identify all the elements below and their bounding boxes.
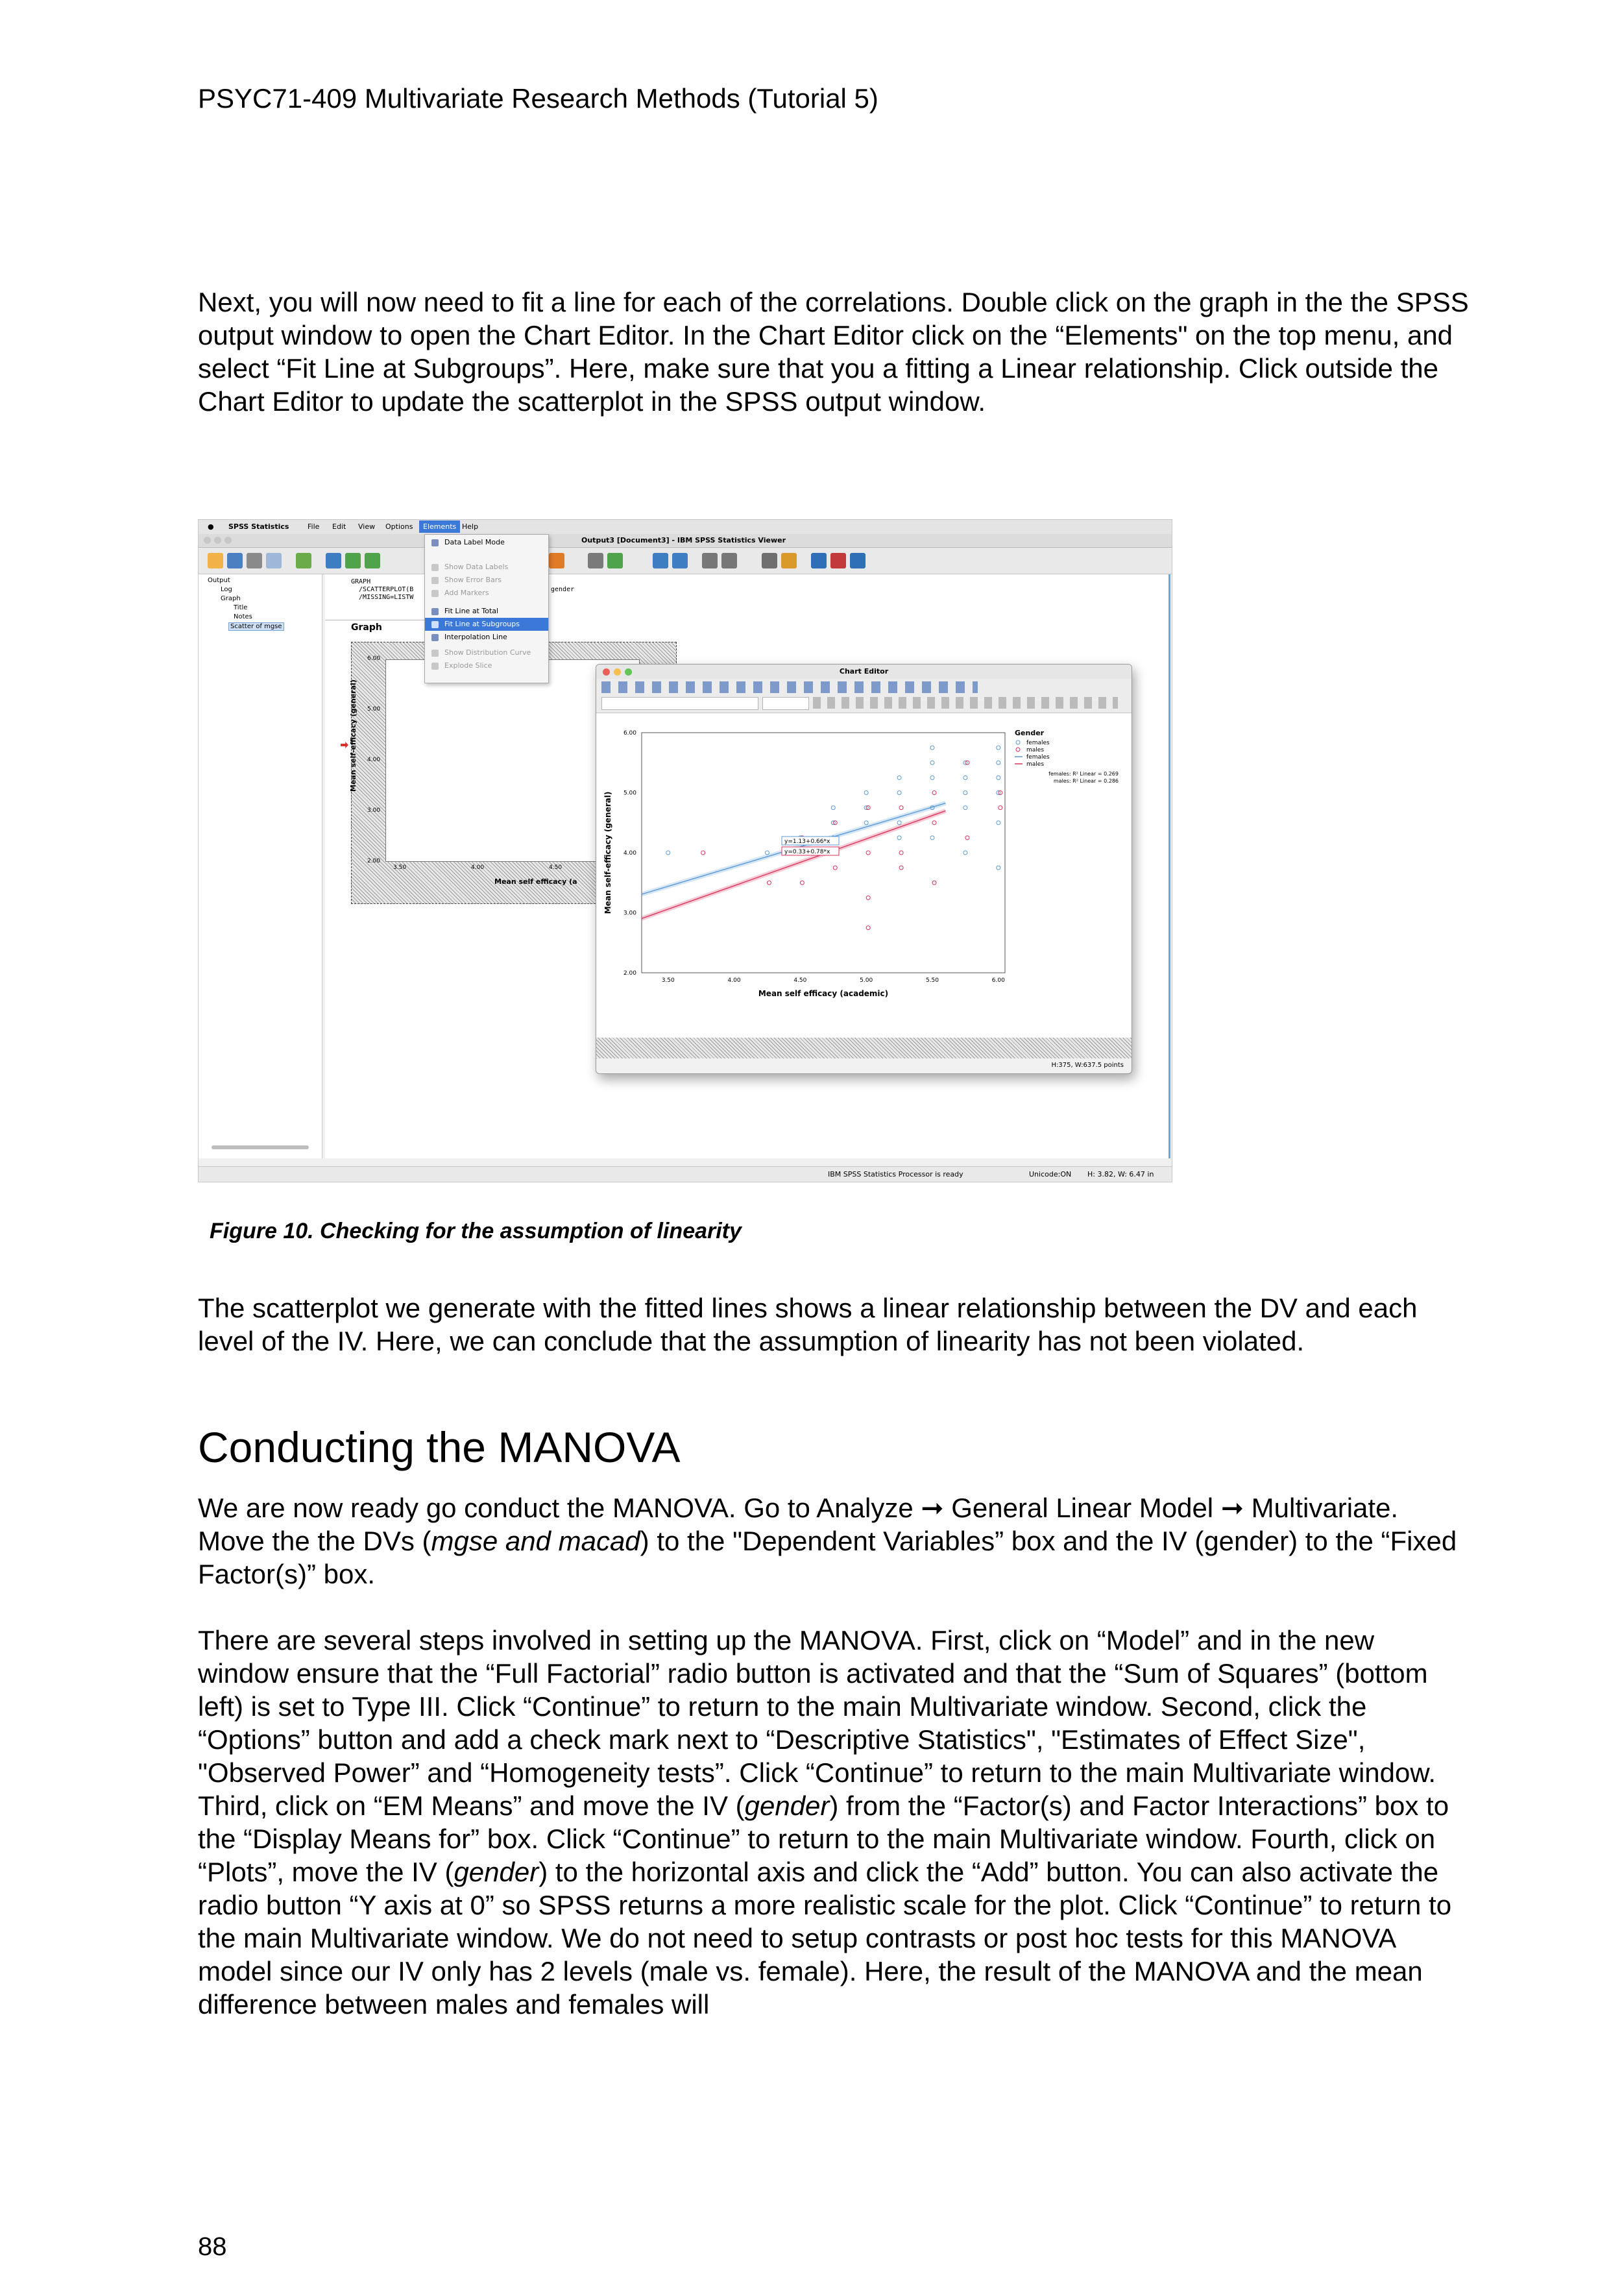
chart-editor-toolbar (596, 679, 1132, 713)
menubar-app[interactable]: SPSS Statistics (228, 522, 289, 531)
legend-entry: males (1026, 747, 1045, 753)
bg-xtick: 4.00 (471, 864, 485, 871)
x-tick-label: 5.00 (860, 977, 873, 984)
y-axis-label: Mean self-efficacy (general) (603, 791, 612, 914)
y-tick-label: 6.00 (623, 730, 636, 737)
export-icon[interactable] (296, 553, 311, 568)
labels-icon (431, 564, 439, 571)
back-icon[interactable] (653, 553, 668, 568)
y-tick-label: 2.00 (623, 970, 636, 977)
tree-item-output[interactable]: Output (208, 577, 230, 584)
tree-item-log[interactable]: Log (221, 586, 232, 593)
y-tick-label: 3.00 (623, 910, 636, 917)
menu-file[interactable]: File (308, 522, 320, 531)
running-header: PSYC71-409 Multivariate Research Methods (Tutorial 5) (198, 83, 878, 114)
print-icon[interactable] (247, 553, 262, 568)
bg-ylabel: Mean self-efficacy (general) (349, 679, 357, 792)
bg-ytick: 4.00 (367, 757, 381, 763)
x-axis-label: Mean self efficacy (academic) (758, 989, 889, 998)
unicode-status: Unicode:ON (1029, 1170, 1072, 1179)
syntax-line: GRAPH (351, 578, 371, 585)
minimize-icon[interactable] (214, 537, 221, 544)
menu-item-data-label-mode[interactable]: Data Label Mode (425, 536, 548, 549)
x-tick-label: 3.50 (661, 977, 675, 984)
steps-paragraph (198, 1624, 1470, 2021)
menu-edit[interactable]: Edit (332, 522, 346, 531)
chart-size-readout: H:375, W:637.5 points (1051, 1062, 1124, 1069)
markers-icon (431, 590, 439, 597)
apple-icon: ● (208, 522, 214, 531)
r-squared-label: males: R² Linear = 0.286 (1053, 778, 1119, 784)
chart-editor-margin (596, 1038, 1132, 1058)
bg-ytick: 6.00 (367, 655, 381, 662)
intro-paragraph (198, 286, 1470, 418)
chart-canvas (596, 713, 1132, 1038)
menu-item-interpolation-line[interactable]: Interpolation Line (425, 631, 548, 644)
spss-screenshot (198, 519, 1172, 1182)
legend-entry: females (1026, 754, 1050, 761)
legend-title: Gender (1015, 729, 1045, 737)
menu-item-explode-slice: Explode Slice (425, 659, 548, 672)
arrow-icon: ➞ (1220, 1493, 1244, 1523)
menu-view[interactable]: View (358, 522, 376, 531)
manova-paragraph (198, 1491, 1470, 1591)
forward-icon[interactable] (672, 553, 688, 568)
tree-item-notes[interactable]: Notes (234, 613, 252, 620)
page-number: 88 (198, 2232, 227, 2261)
size-select[interactable] (762, 697, 809, 710)
open-icon[interactable] (208, 553, 223, 568)
designate-icon[interactable] (607, 553, 623, 568)
show-icon[interactable] (762, 553, 777, 568)
syntax-line: /SCATTERPLOT(B (351, 586, 414, 593)
viewer-statusbar (199, 1166, 1172, 1182)
scatterplot-svg[interactable] (596, 713, 1132, 1038)
arrow-icon: ➞ (921, 1493, 944, 1523)
bg-ytick: 5.00 (367, 706, 381, 713)
menu-item-fit-line-subgroups[interactable]: Fit Line at Subgroups (425, 618, 548, 631)
redo-icon[interactable] (365, 553, 380, 568)
elements-menu (424, 534, 549, 683)
chart-editor-statusbar (596, 1059, 1132, 1073)
section-heading: Conducting the MANOVA (198, 1423, 681, 1471)
viewer-titlebar (199, 534, 1172, 548)
ce-zoom-icon[interactable] (625, 668, 632, 676)
data-label-icon (431, 539, 439, 546)
chart-editor-window (596, 664, 1132, 1074)
menu-elements[interactable]: Elements (419, 520, 460, 533)
fit-label-males: y=0.33+0.78*x (784, 849, 830, 855)
insert-icon[interactable] (781, 553, 797, 568)
intro-text: Next, you will now need to fit a line for each of the correlations. Double click on the graph in the the SPSS output window to open the Chart Editor. In the Chart Editor click on the “Elements" on the top menu, and select “Fit Line at Subgroups”. Here, make sure that you a fitting a Linear relationship. Click outside the Chart Editor to update the scatterplot in the SPSS output window. (198, 287, 1469, 417)
curve-icon (431, 650, 439, 657)
outline-pane (199, 574, 322, 1158)
syntax-block (351, 578, 413, 602)
chart-editor-title: Chart Editor (839, 667, 889, 676)
fit-subgroups-icon (431, 621, 439, 628)
ce-minimize-icon[interactable] (614, 668, 621, 676)
page-size-status: H: 3.82, W: 6.47 in (1087, 1170, 1154, 1179)
tree-item-title[interactable]: Title (234, 604, 248, 611)
bg-xlabel: Mean self efficacy (a (494, 877, 577, 886)
conclusion-text: The scatterplot we generate with the fitted lines shows a linear relationship between the DV and each level of the IV. Here, we can conclude that the assumption of linearity has not been violated. (198, 1293, 1418, 1356)
undo-icon[interactable] (345, 553, 361, 568)
menu-help[interactable]: Help (462, 522, 479, 531)
menu-item-fit-line-total[interactable]: Fit Line at Total (425, 605, 548, 618)
chart-editor-titlebar (596, 665, 1132, 679)
format-tool-icons[interactable] (813, 697, 1118, 709)
font-select[interactable] (601, 697, 758, 710)
r-squared-label: females: R² Linear = 0.269 (1048, 771, 1119, 777)
viewer-toolbar (199, 548, 1172, 574)
manova-text: We are now ready go conduct the MANOVA. Go to Analyze ➞ General Linear Model ➞ Multivariate. Move the the DVs (mgse and macad) to the "Dependent Variables” box and the IV (gender) to the “Fixed Factor(s)” box. (198, 1493, 1457, 1589)
save-icon[interactable] (227, 553, 243, 568)
slice-icon (431, 663, 439, 670)
bg-xtick: 4.50 (549, 864, 563, 871)
fit-line-icon (431, 608, 439, 615)
x-tick-label: 6.00 (991, 977, 1005, 984)
close-icon[interactable] (204, 537, 211, 544)
collapse-icon[interactable] (721, 553, 737, 568)
format-icon[interactable] (830, 553, 846, 568)
graph-heading: Graph (351, 622, 382, 633)
selection-arrow-icon (341, 742, 348, 748)
select-icon[interactable] (588, 553, 603, 568)
new-output-icon[interactable] (811, 553, 827, 568)
ce-close-icon[interactable] (603, 668, 610, 676)
bg-ytick: 3.00 (367, 807, 381, 814)
mac-menubar (199, 520, 1172, 534)
interpolation-icon (431, 634, 439, 641)
expand-icon[interactable] (702, 553, 718, 568)
window-icon[interactable] (850, 553, 865, 568)
legend-marker (1016, 740, 1020, 744)
legend-entry: females (1026, 740, 1050, 746)
syntax-line: /MISSING=LISTW (351, 594, 414, 601)
steps-text: There are several steps involved in setting up the MANOVA. First, click on “Model” and in the new window ensure that the “Full Factorial” radio button is activated and that the “Sum of Squares” (bottom left) is set to Type III. Click “Continue” to return to the main Multivariate window. Second, click the “Options” button and add a check mark next to “Descriptive Statistics", "Estimates of Effect Size", "Observed Power” and “Homogeneity tests”. Click “Continue” to return to the main Multivariate window. Third, click on “EM Means” and move the IV (gender) from the “Factor(s) and Factor Interactions” box to the “Display Means for” box. Click “Continue” to return to the main Multivariate window. Fourth, click on “Plots”, move the IV (gender) to the horizontal axis and click the “Add” button. You can also activate the radio button “Y axis at 0” so SPSS returns a more realistic scale for the plot. Click “Continue” to return to the main Multivariate window. We do not need to setup contrasts or post hoc tests for this MANOVA model since our IV only has 2 levels (male vs. female). Here, the result of the MANOVA and the mean difference between males and females will (198, 1625, 1452, 2020)
x-tick-label: 5.50 (925, 977, 939, 984)
fit-label-females: y=1.13+0.66*x (784, 838, 830, 845)
tree-item-scatter[interactable]: Scatter of mgse (228, 622, 284, 631)
viewer-title: Output3 [Document3] - IBM SPSS Statistics Viewer (581, 536, 786, 544)
tree-scrollbar[interactable] (212, 1145, 309, 1149)
menu-item-show-error-bars: Show Error Bars (425, 574, 548, 587)
syntax-tail: gender (551, 586, 575, 593)
conclusion-paragraph (198, 1291, 1470, 1358)
recall-icon[interactable] (326, 553, 341, 568)
x-tick-label: 4.50 (793, 977, 807, 984)
x-tick-label: 4.00 (727, 977, 741, 984)
bg-xtick: 3.50 (393, 864, 407, 871)
tree-item-graph[interactable]: Graph (221, 595, 241, 602)
bg-ytick: 2.00 (367, 858, 381, 864)
legend-marker (1016, 748, 1020, 751)
menu-options[interactable]: Options (385, 522, 413, 531)
y-tick-label: 4.00 (623, 850, 636, 857)
chart-tool-icons[interactable] (601, 681, 978, 693)
preview-icon[interactable] (266, 553, 282, 568)
menu-item-distribution-curve: Show Distribution Curve (425, 646, 548, 659)
legend-entry: males (1026, 761, 1045, 768)
error-bars-icon (431, 577, 439, 584)
y-tick-label: 5.00 (623, 790, 636, 797)
menu-item-show-data-labels: Show Data Labels (425, 561, 548, 574)
goto-data-icon[interactable] (549, 553, 564, 568)
zoom-icon[interactable] (224, 537, 232, 544)
figure-caption: Figure 10. Checking for the assumption of linearity (210, 1219, 742, 1243)
processor-status: IBM SPSS Statistics Processor is ready (828, 1170, 963, 1179)
menu-item-add-markers: Add Markers (425, 587, 548, 600)
